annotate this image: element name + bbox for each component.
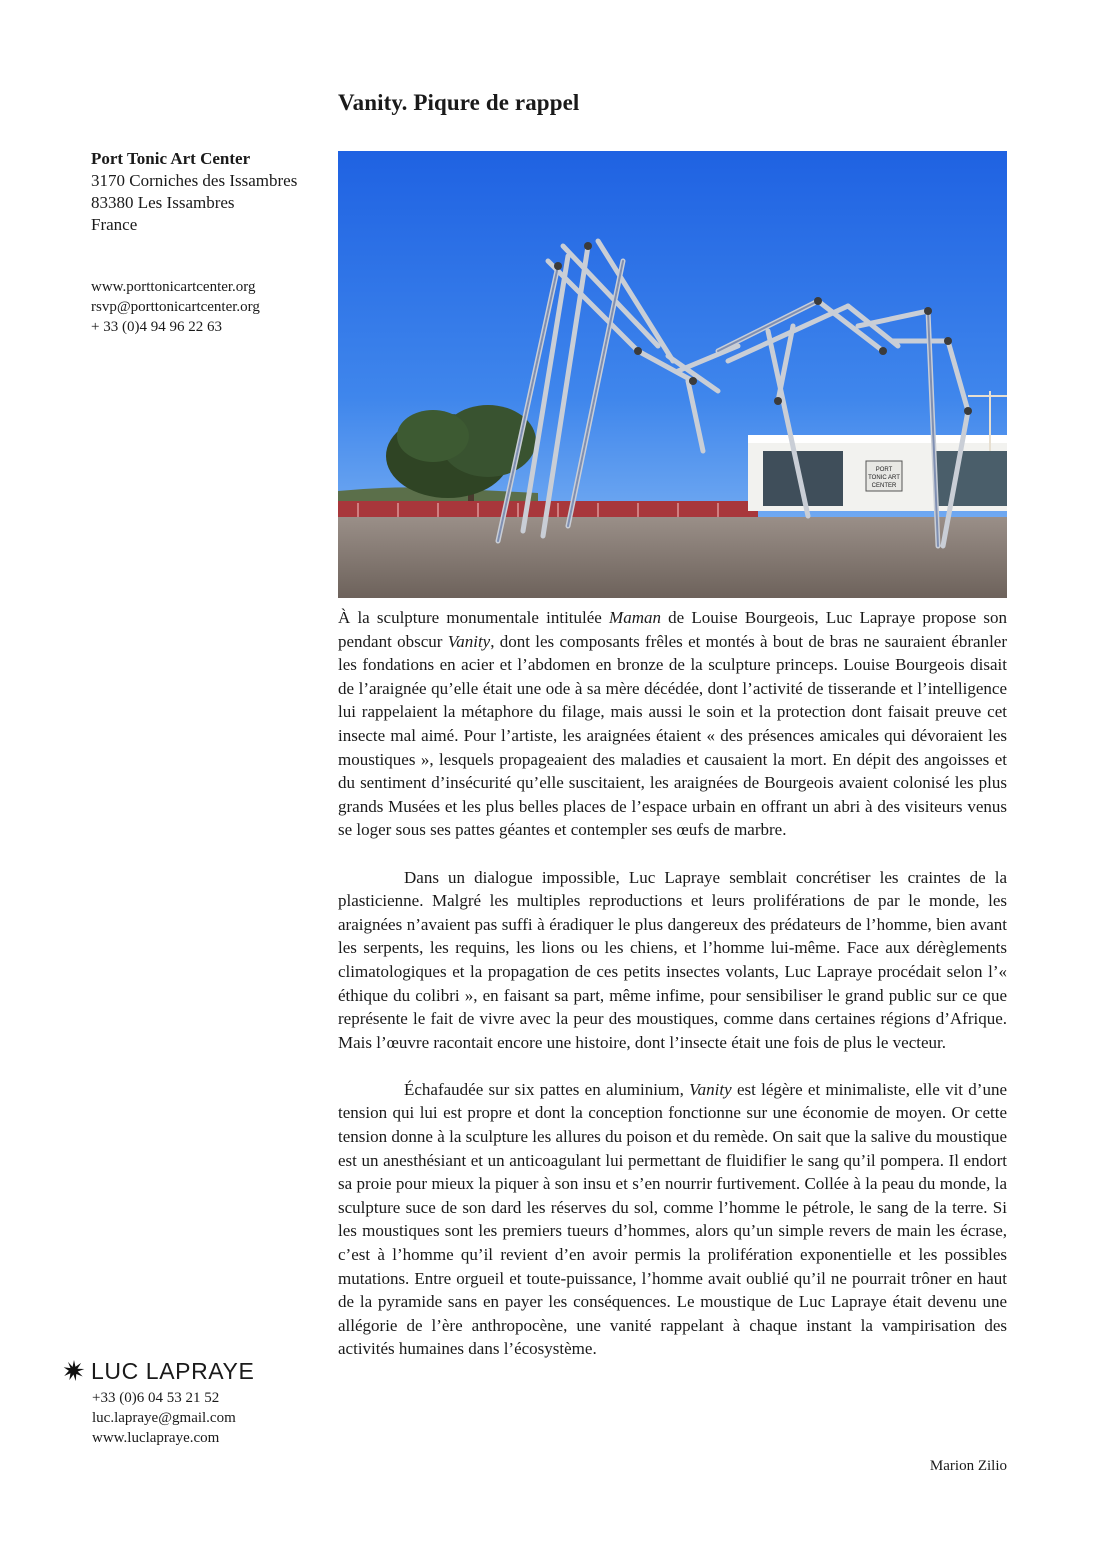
artist-name: LUC LAPRAYE — [91, 1357, 255, 1384]
venue-name: Port Tonic Art Center — [91, 149, 251, 168]
title-maman: Maman — [609, 608, 661, 627]
star-burst-icon — [63, 1360, 85, 1382]
venue-address-line1: 3170 Corniches des Issambres — [91, 171, 298, 190]
artist-email-link[interactable]: luc.lapraye@gmail.com — [92, 1410, 236, 1426]
venue-contact — [91, 277, 260, 337]
title-vanity: Vanity — [689, 1079, 732, 1099]
paragraph-3: Échafaudée sur six pattes en aluminium, Vanity est légère et minimaliste, elle vit d’une tension qui lui est propre et dont la conception fonctionne sur une économie de moyen. Or cette tension donne à la sculpture les allures du poison et du remède. On sait que la salive du moustique est un anesthésiant et un anticoagulant lui permettant de fluidifier le sang qu’il pompera. Il endort sa proie pour mieux la piquer à son insu et s’en nourrir furtivement. Collée à la peau du monde, la sculpture suce de son dard les réserves du sol, comme l’homme le pétrole, le sang de la terre. Si les moustiques sont les premiers tueurs d’hommes, alors qu’un simple revers de main les écrase, c’est à l’homme qu’il revient d’en avoir permis la prolifération exponentielle et les possibles mutations. Entre orgueil et toute-puissance, l’homme avait oublié qu’il ne pourrait trôner en haut de la pyramide sans en payer les conséquences. Le moustique de Luc Lapraye était devenu une allégorie de l’ère anthropocène, une vanité rappelant à chaque instant la vampirisation des activités humaines dans l’écosystème. — [338, 1079, 1007, 1359]
document-title: Vanity. Piqure de rappel — [338, 90, 580, 115]
artist-website-link[interactable]: www.luclapraye.com — [92, 1430, 220, 1446]
venue-address-line2: 83380 Les Issambres — [91, 193, 235, 212]
artist-phone: +33 (0)6 04 53 21 52 — [92, 1390, 220, 1406]
article-body — [338, 606, 1007, 1385]
venue-website-link[interactable]: www.porttonicartcenter.org — [91, 279, 256, 295]
venue-country: France — [91, 215, 138, 234]
artist-contact-block — [63, 1356, 254, 1448]
paragraph-2: Dans un dialogue impossible, Luc Lapraye semblait concrétiser les craintes de la plasticienne. Malgré les multiples reproductions et leurs proliférations de par le monde, les araignées n’avaient pas suffi à éradiquer le plus dangereux des prédateurs de l’homme, bien avant les serpents, les requins, les lions ou les chiens, et l’homme lui-même. Face aux dérèglements climatologiques et la propagation de ces petits insectes volants, Luc Lapraye procédait selon l’« éthique du colibri », en faisant sa part, même infime, pour sensibiliser le grand public sur ce que représente le fait de vivre avec la peur des moustiques, comme dans certaines régions d’Afrique. Mais l’œuvre racontait encore une histoire, dont l’insecte était une fois de plus le vecteur. — [338, 867, 1007, 1052]
building-sign-line1: PORT — [875, 467, 893, 473]
title-vanity: Vanity — [447, 631, 491, 651]
building-sign-line3: CENTER — [871, 483, 897, 489]
building-sign-line2: TONIC ART — [868, 475, 900, 481]
sculpture-photo — [338, 151, 1007, 598]
venue-email-link[interactable]: rsvp@porttonicartcenter.org — [91, 299, 260, 315]
venue-phone: + 33 (0)4 94 96 22 63 — [91, 319, 222, 335]
paragraph-1: À la sculpture monumentale intitulée Maman de Louise Bourgeois, Luc Lapraye propose son pendant obscur Vanity, dont les composants frêles et montés à bout de bras ne sauraient ébranler les fondations en acier et l’abdomen en bronze de la sculpture princeps. Louise Bourgeois disait de l’araignée qu’elle était une ode à sa mère décédée, dont l’activité de tisserande et l’intelligence lui rappelaient la métaphore du filage, mais aussi le soin et la protection dont faisait preuve cet insecte mal aimé. Pour l’artiste, les araignées étaient « des présences amicales qui dévoraient les moustiques », lesquels propageaient des maladies et causaient la mort. En dépit des angoisses et du sentiment d’insécurité qu’elle suscitaient, les araignées de Bourgeois avaient colonisé les plus grands Musées et les plus belles places de l’espace urbain en offrant un abri à des visiteurs venus se loger sous ses pattes géantes et contempler ses œufs de marbre. — [338, 608, 1008, 840]
author-signature: Marion Zilio — [929, 1458, 1007, 1474]
venue-address — [91, 148, 297, 236]
